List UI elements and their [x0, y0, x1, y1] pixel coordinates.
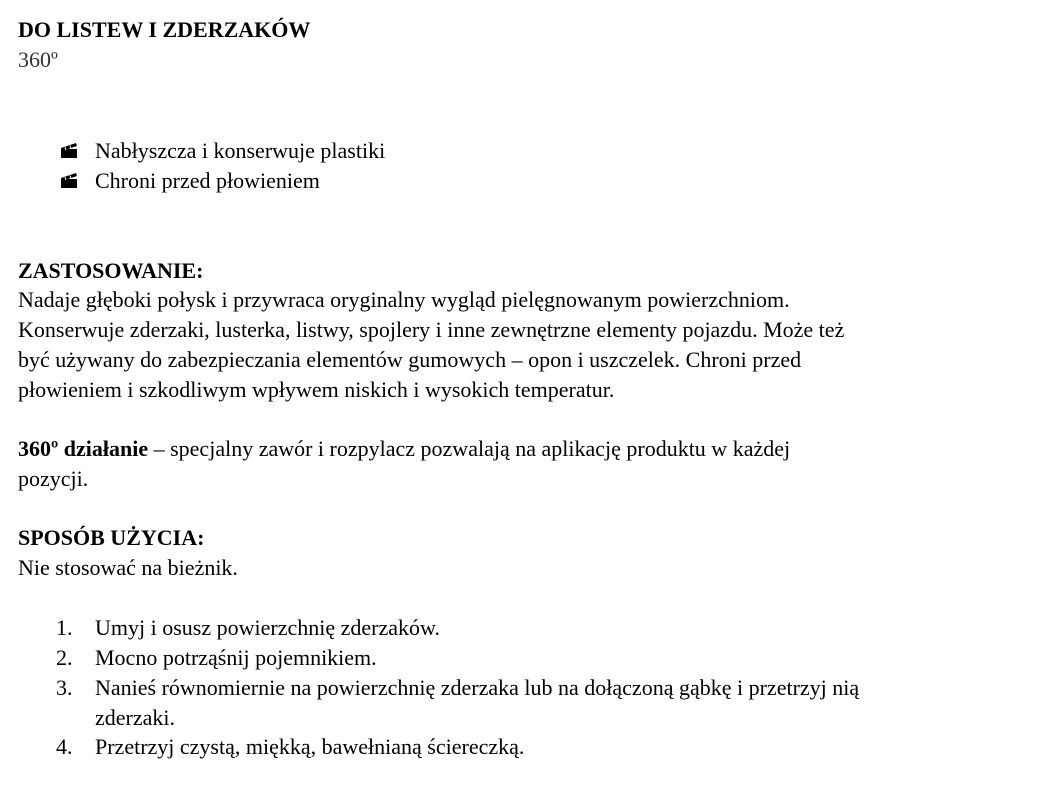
clapperboard-icon: [60, 173, 78, 189]
step-text: Nanieś równomiernie na powierzchnię zderzaka lub na dołączoną gąbkę i przetrzyj nią: [95, 675, 860, 700]
step-text-continued: zderzaki.: [95, 705, 175, 730]
action360-line-2: pozycji.: [18, 466, 89, 491]
action360-label: 360º działanie: [18, 436, 149, 461]
step-number: 4.: [56, 734, 73, 759]
step-text: Mocno potrząśnij pojemnikiem.: [95, 645, 377, 670]
application-heading: ZASTOSOWANIE:: [18, 258, 204, 283]
application-line: być używany do zabezpieczania elementów gumowych – opon i uszczelek. Chroni przed: [18, 347, 802, 372]
step-number: 2.: [56, 645, 73, 670]
document-subtitle: 360º: [18, 47, 58, 72]
step-text: Umyj i osusz powierzchnię zderzaków.: [95, 615, 440, 640]
application-line: Konserwuje zderzaki, lusterka, listwy, spojlery i inne zewnętrzne elementy pojazdu. Może też: [18, 317, 845, 342]
step-number: 3.: [56, 675, 73, 700]
step-number: 1.: [56, 615, 73, 640]
usage-heading: SPOSÓB UŻYCIA:: [18, 525, 205, 550]
application-line: Nadaje głęboki połysk i przywraca oryginalny wygląd pielęgnowanym powierzchniom.: [18, 287, 790, 312]
feature-item: Nabłyszcza i konserwuje plastiki: [95, 138, 386, 163]
step-text: Przetrzyj czystą, miękką, bawełnianą ściereczką.: [95, 734, 525, 759]
feature-item: Chroni przed płowieniem: [95, 168, 320, 193]
usage-note: Nie stosować na bieżnik.: [18, 555, 238, 580]
application-line: płowieniem i szkodliwym wpływem niskich i wysokich temperatur.: [18, 377, 615, 402]
clapperboard-icon: [60, 143, 78, 159]
action360-line: [18, 436, 790, 462]
action360-text: – specjalny zawór i rozpylacz pozwalają na aplikację produktu w każdej: [148, 436, 791, 461]
document-title: DO LISTEW I ZDERZAKÓW: [18, 17, 311, 42]
